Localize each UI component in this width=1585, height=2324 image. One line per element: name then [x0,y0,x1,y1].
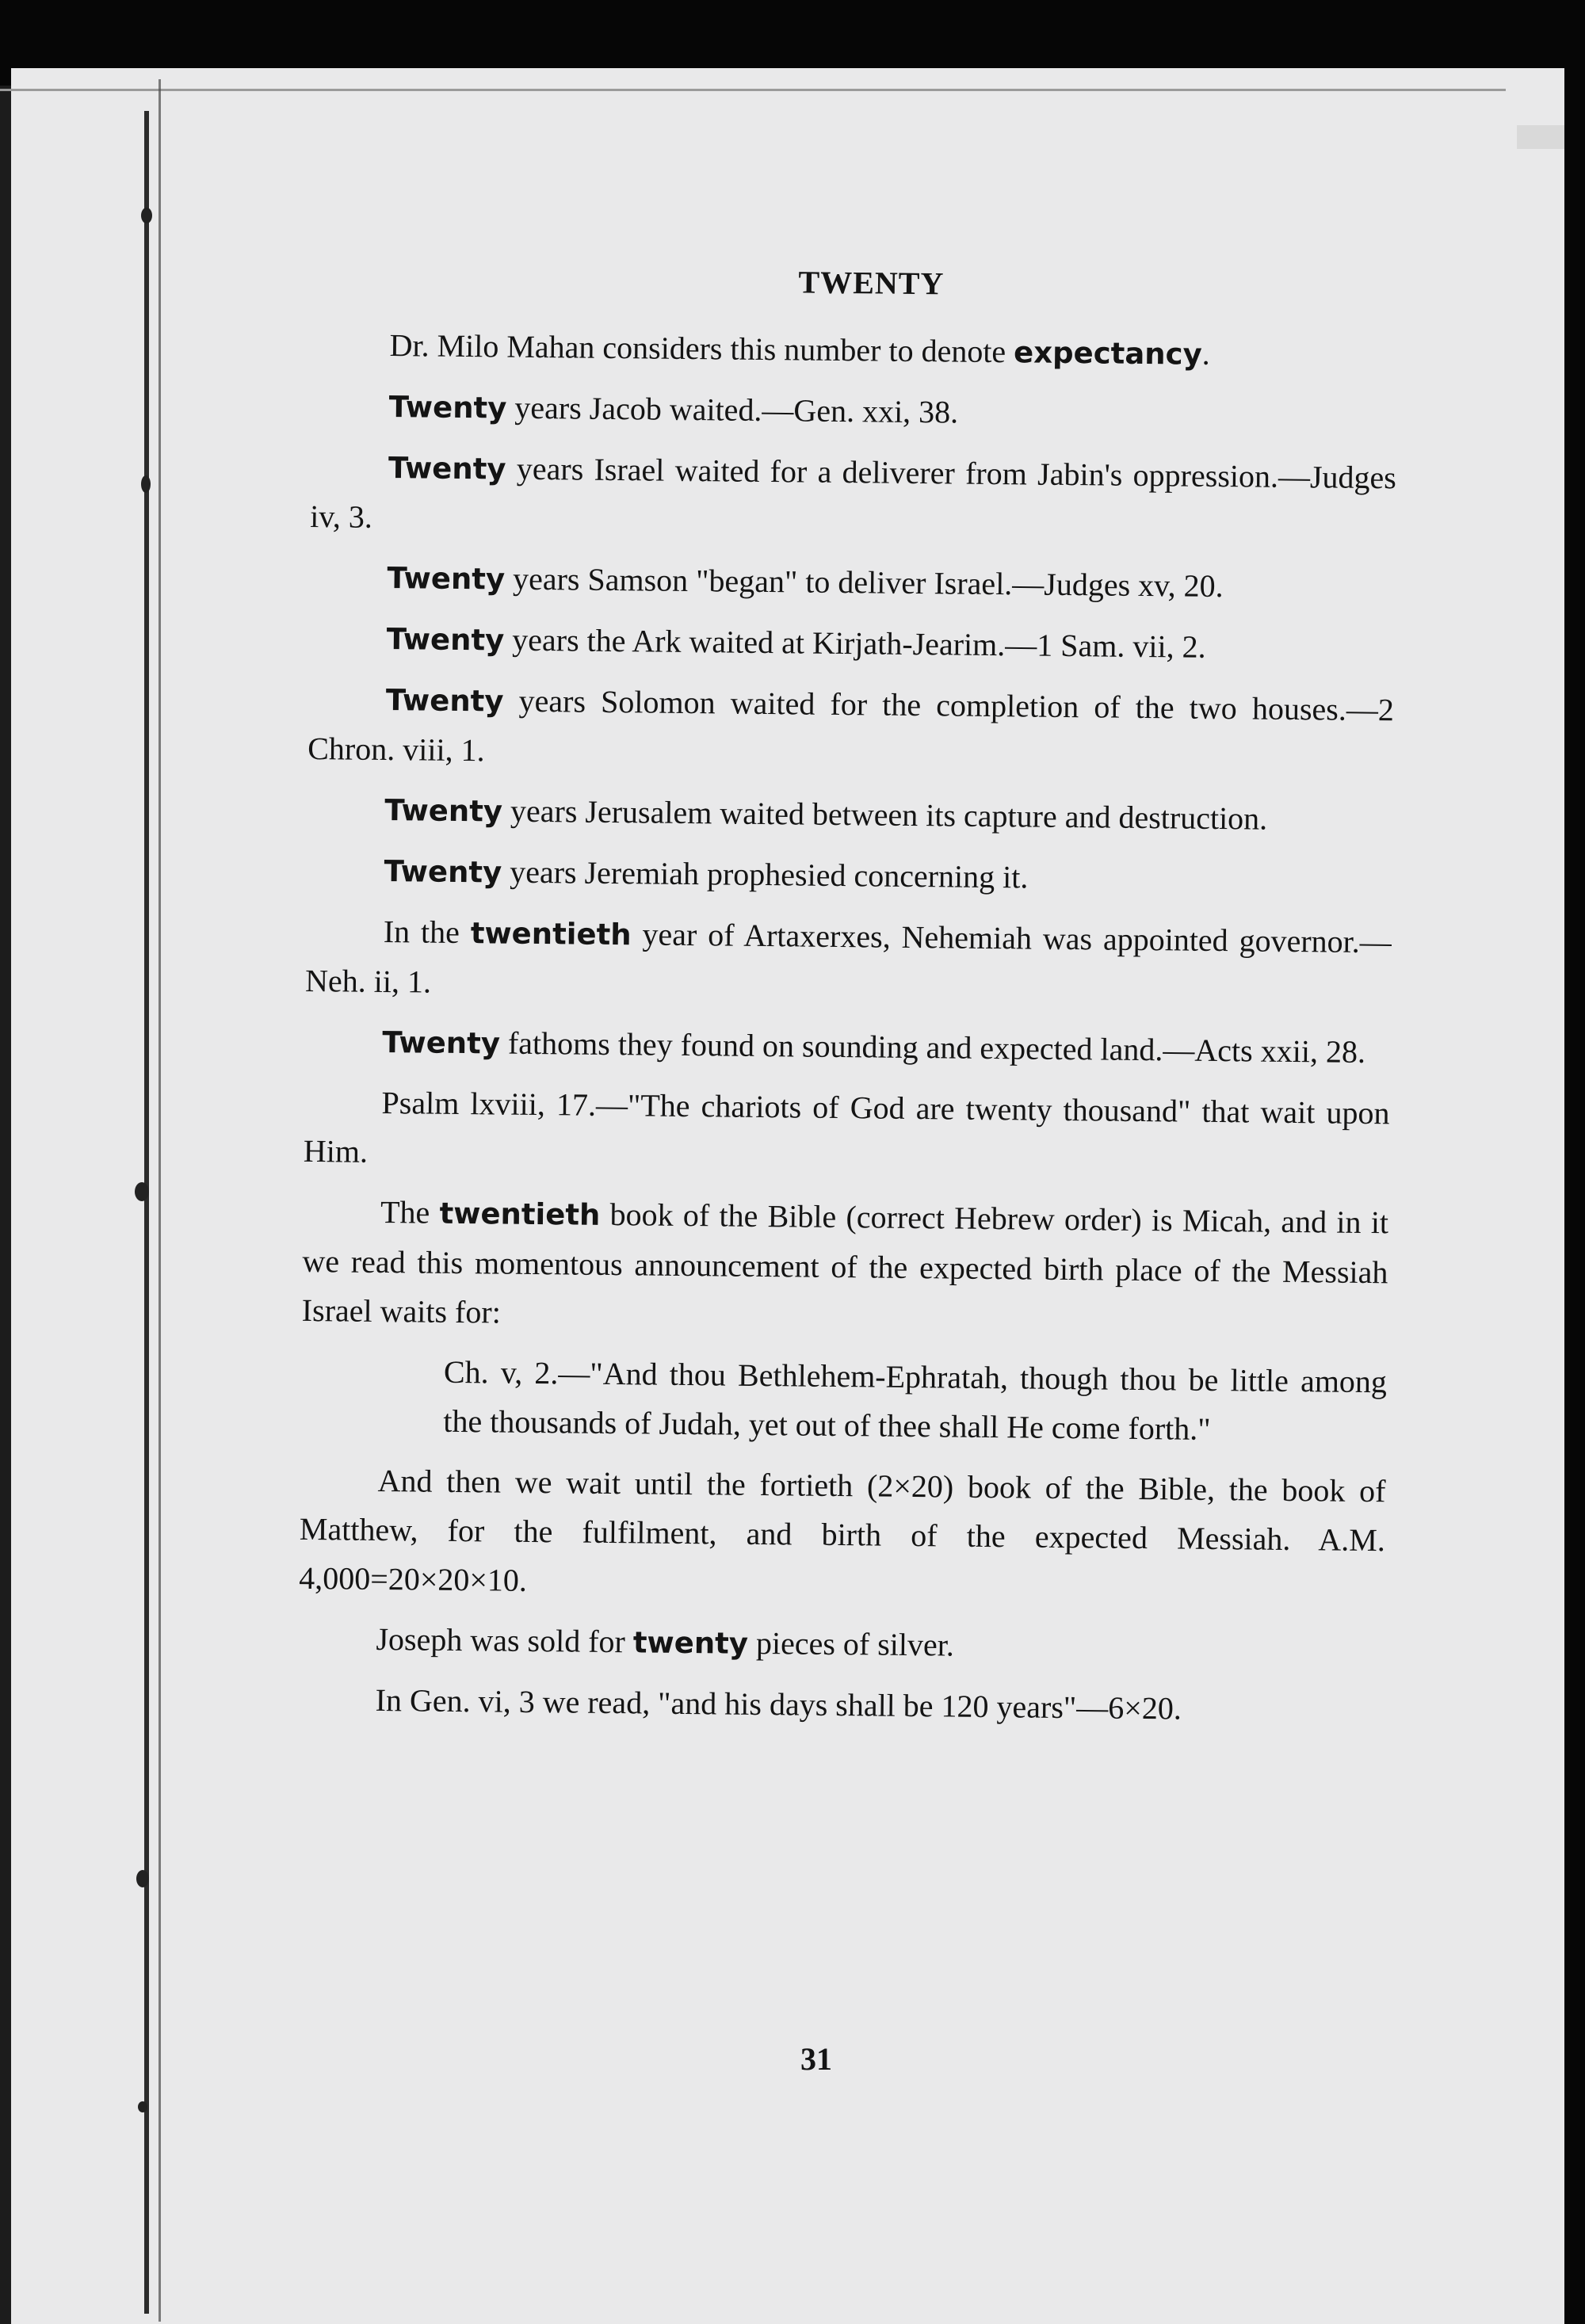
emphasis-word: Twenty [387,561,506,597]
page-top-edge [0,89,1506,91]
paragraph [299,1456,1386,1614]
emphasis-word: Twenty [384,853,502,890]
back-page-corner [1517,125,1564,149]
emphasis-word: twentieth [439,1196,601,1232]
page-title: TWENTY [798,264,945,302]
paragraph [307,674,1394,784]
page-left-edge [0,86,11,2324]
paragraph-text: . [1201,335,1210,372]
paragraph-text: Psalm lxviii, 17.—"The chariots of God are twenty thousand" that wait upon Him. [303,1084,1390,1170]
emphasis-word: Twenty [384,792,503,829]
paragraph [307,784,1393,845]
paragraph-text: And then we wait until the fortieth (2×20) book of the Bible, the book of Matthew, for the fulfilment, and birth of the expected Messiah. A.M. 4,000=20×20×10. [299,1462,1386,1598]
paragraph-text: years Jeremiah prophesied concerning it. [502,853,1029,895]
paragraph-text: years Israel waited for a deliverer from Jabin's oppression.—Judges iv, 3. [310,450,1397,535]
paragraph-text: The [380,1193,440,1231]
paragraph [298,1614,1384,1675]
emphasis-word: Twenty [388,390,507,425]
paragraph-text: years Jerusalem waited between its capture and destruction. [502,792,1268,837]
paragraph [301,1187,1388,1346]
paragraph-text: years Samson "began" to deliver Israel.—Judges xv, 20. [504,560,1224,605]
paragraph [308,613,1395,674]
emphasis-word: Twenty [388,451,506,487]
paragraph-list [301,320,1397,1346]
emphasis-word: Twenty [382,1025,501,1061]
paragraph-text: years Solomon waited for the completion of the two houses.—2 Chron. viii, 1. [307,682,1395,769]
binding-line [144,111,149,2314]
closing-paragraph-list [297,1456,1385,1735]
paragraph [311,320,1398,381]
paragraph-text: year of Artaxerxes, Nehemiah was appointed governor.—Neh. ii, 1. [304,916,1392,1000]
paragraph-text: years the Ark waited at Kirjath-Jearim.—1 Sam. vii, 2. [504,621,1206,665]
paragraph-text: In Gen. vi, 3 we read, "and his days shall be 120 years"—6×20. [375,1681,1182,1727]
paragraph [311,381,1397,442]
paragraph [305,906,1392,1017]
paragraph [306,845,1392,906]
paragraph [304,1017,1391,1078]
paragraph [297,1675,1384,1735]
paragraph-text: Dr. Milo Mahan considers this number to denote [389,327,1014,370]
binding-mark [138,2101,147,2112]
paragraph-text: pieces of silver. [747,1624,955,1663]
emphasis-word: twenty [632,1625,749,1661]
paragraph [310,442,1396,552]
binding-mark [135,1182,149,1201]
paragraph-text: In the [383,913,472,951]
binding-mark [136,1870,149,1887]
paragraph [309,552,1396,613]
block-quote: Ch. v, 2.—"And thou Bethlehem-Ephratah, though thou be little among the thousands of Judah, yet out of thee shall He come forth." [443,1353,1388,1447]
binding-mark [141,475,151,493]
emphasis-word: expectancy [1013,335,1202,372]
paragraph [304,1078,1390,1187]
emphasis-word: twentieth [470,916,632,952]
page-number: 31 [800,2041,832,2077]
binding-mark [141,208,152,223]
emphasis-word: Twenty [385,682,504,719]
page-content [297,238,1399,1746]
paragraph-text: fathoms they found on sounding and expected land.—Acts xxii, 28. [499,1025,1366,1070]
binding-shadow [158,79,161,2322]
emphasis-word: Twenty [386,621,505,658]
paragraph-text: years Jacob waited.—Gen. xxi, 38. [506,389,959,430]
paragraph-text: Joseph was sold for [376,1620,634,1660]
paragraph-text: book of the Bible (correct Hebrew order) is Micah, and in it we read this momentous announcement of the expected birth place of the Messiah Israel waits for: [301,1196,1389,1330]
